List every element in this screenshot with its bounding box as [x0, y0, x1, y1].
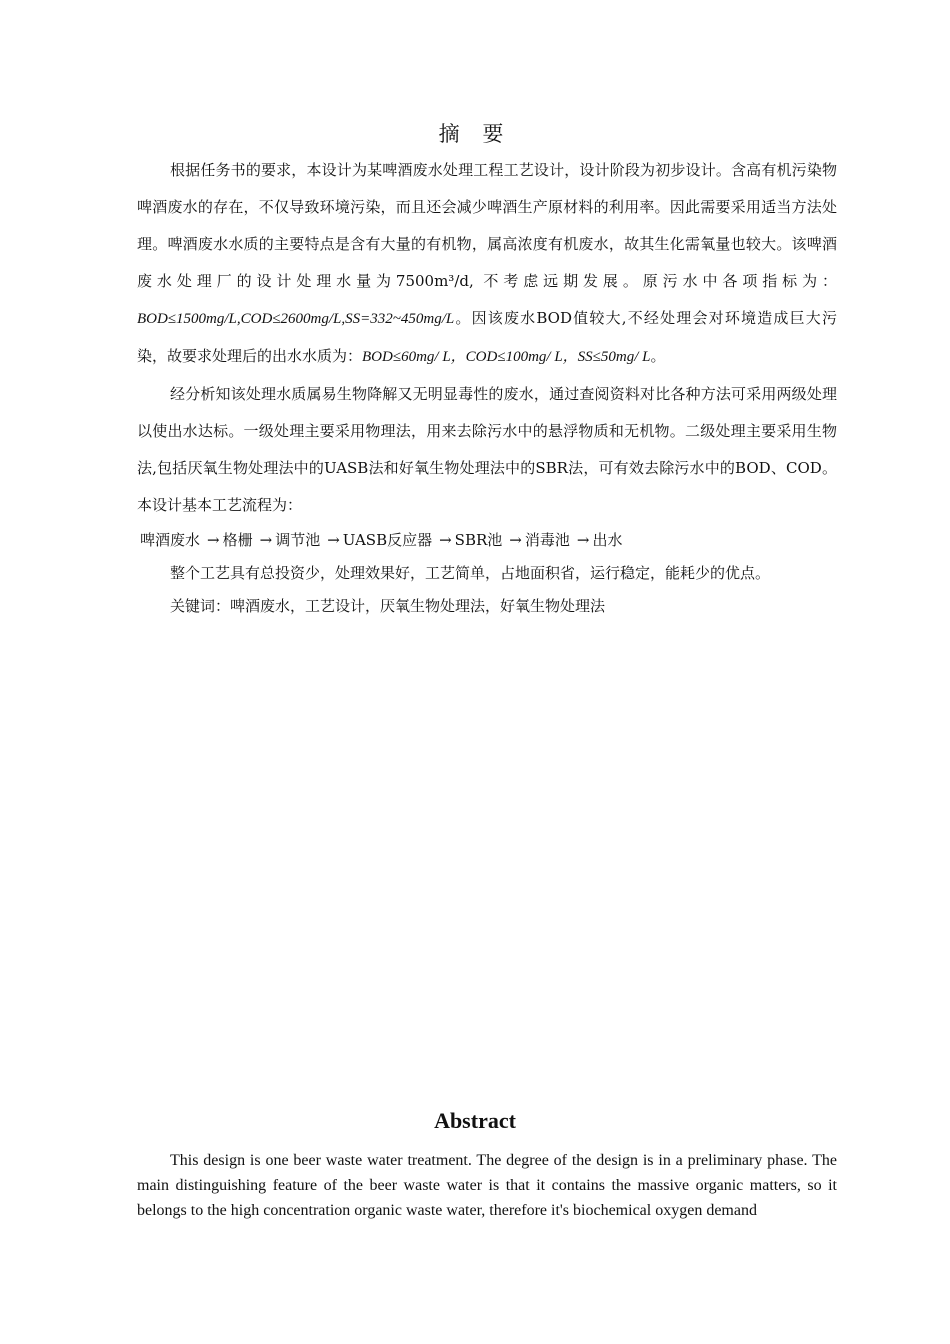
chinese-paragraph-3: 整个工艺具有总投资少，处理效果好，工艺简单，占地面积省，运行稳定，能耗少的优点。: [170, 564, 771, 582]
flow-step: 调节池: [275, 531, 321, 549]
chinese-abstract-title: 摘 要: [438, 122, 512, 146]
effluent-standards: BOD≤60mg/ L，COD≤100mg/ L，SS≤50mg/ L: [362, 349, 651, 365]
flow-step: 消毒池: [524, 531, 570, 549]
flow-step: UASB反应器: [342, 531, 433, 549]
english-abstract-title: Abstract: [434, 1108, 516, 1133]
english-abstract-body: [137, 1148, 837, 1223]
flow-arrow: →: [509, 531, 522, 549]
flow-step: 格栅: [222, 531, 253, 549]
paragraph-1-text-c: 。: [650, 347, 666, 365]
chinese-paragraph-2: 经分析知该处理水质属易生物降解又无明显毒性的废水，通过查阅资料对比各种方法可采用两级处理以使出水达标。一级处理主要采用物理法，用来去除污水中的悬浮物质和无机物。二级处理主要采用生物法,包括厌氧生物处理法中的UASB法和好氧生物处理法中的SBR法，可有效去除污水中的BOD、COD。本设计基本工艺流程为：: [137, 385, 837, 514]
english-paragraph-1: This design is one beer waste water treatment. The degree of the design is in a preliminary phase. The main distinguishing feature of the beer waste water is that it contains the massive organic matters, so it belongs to the high concentration organic waste water, therefore it's biochemical oxygen demand: [137, 1152, 837, 1219]
paragraph-1-text-a: 根据任务书的要求，本设计为某啤酒废水处理工程工艺设计，设计阶段为初步设计。含高有机污染物啤酒废水的存在，不仅导致环境污染，而且还会减少啤酒生产原材料的利用率。因此需要采用适当方法处理。啤酒废水水质的主要特点是含有大量的有机物，属高浓度有机废水，故其生化需氧量也较大。该啤酒废水处理厂的设计处理水量为7500m³/d, 不考虑远期发展。原污水中各项指标为：: [137, 161, 837, 290]
paragraph-1-text-b: 。因该废水BOD值较大,不经处理会对环境造成巨大污染，故要求处理后的出水水质为：: [137, 309, 837, 365]
chinese-abstract-body: [137, 152, 837, 623]
raw-water-indicators: BOD≤1500mg/L,COD≤2600mg/L,SS=332~450mg/L: [137, 311, 455, 327]
flow-arrow: →: [327, 531, 340, 549]
flow-arrow: →: [439, 531, 452, 549]
flow-arrow: →: [259, 531, 273, 549]
flow-step: 出水: [592, 531, 623, 549]
flow-arrow: →: [207, 531, 220, 549]
keywords: 关键词：啤酒废水，工艺设计，厌氧生物处理法，好氧生物处理法: [170, 597, 606, 615]
flow-step: 啤酒废水: [140, 531, 201, 549]
flow-step: SBR池: [454, 531, 503, 549]
chinese-paragraph-1: [137, 152, 837, 376]
process-flow: [140, 524, 837, 557]
flow-arrow: →: [576, 531, 590, 549]
